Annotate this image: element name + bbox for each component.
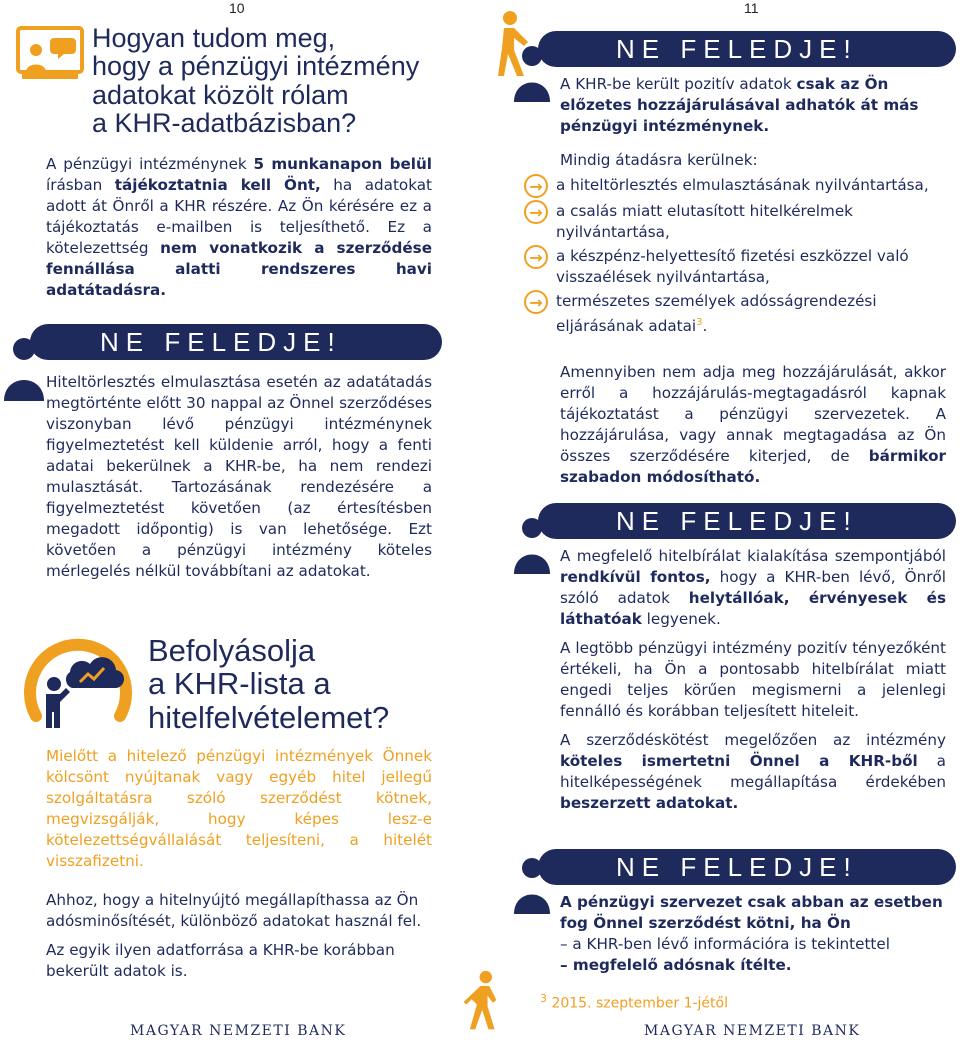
paragraph-text: A legtöbb pénzügyi intézmény pozitív tényezőként értékeli, ha Ön a pontosabb hitelbírálat miatt engedi teljes körűen megismerni a jelenlegi fennálló és korábban teljesített hiteleit. — [560, 639, 946, 720]
text: A KHR-be került pozitív adatok — [560, 75, 797, 93]
arrow-circle-icon: → — [524, 200, 548, 224]
arrow-circle-icon: → — [524, 245, 548, 269]
footnote — [540, 988, 940, 1015]
text: A megfelelő hitelbírálat kialakítása szempontjából — [560, 547, 946, 565]
reminder-banner: NE FELEDJE! — [538, 503, 956, 539]
list-item-text: a készpénz-helyettesítő fizetési eszközzel való visszaélések nyilvántartása, — [556, 247, 909, 286]
emphasis: helytállóak, érvényesek és láthatóak — [560, 589, 946, 628]
text: hogy a KHR-ben lévő, Önről szóló adatok — [560, 568, 947, 607]
reminder-note: Hiteltörlesztés elmulasztása esetén az adatátadás megtörténte előtt 30 nappal az Önnel szerződéses viszonyban lévő pénzügyi intézménynek figyelmeztetést kell küldenie arról, hogy a fenti adatai bekerülnek a KHR-be, ha nem rendezi mulasztását. Tartozásának rendezésére a figyelmeztetést követően (az értesítésben megadott időpontig) is van lehetősége. Ezt követően a pénzügyi intézmény köteles mérlegelés nélkül továbbítani az adatokat. — [46, 373, 432, 580]
transfer-list — [529, 150, 946, 340]
emphasis: nem vonatkozik a szerződése fennállása alatti rendszeres havi adatátadásra. — [46, 239, 433, 299]
reminder-banner: NE FELEDJE! — [30, 324, 442, 360]
list-item-text: természetes személyek adósságrendezési eljárásának adatai — [556, 292, 877, 336]
heading-line: Befolyásolja — [148, 633, 316, 668]
text: Amennyiben nem adja meg hozzájárulását, akkor erről a hozzájárulás-megtagadásról kapnak tájékoztatást a pénzügyi szervezetek. A hozzájárulása, vagy annak megtagadása az Ön összes szerződésére kiterjed, de — [560, 363, 946, 465]
emphasis: bármikor szabadon módosítható. — [560, 447, 946, 486]
list-item — [529, 175, 946, 198]
text: ha adatokat adott át Önről a KHR részére. Az Ön kérésére ez a tájékoztatás e-mailben is teljesíthető. Ez a kötelezettség — [46, 176, 432, 257]
emphasis: csak az Ön előzetes hozzájárulásával adhatók át más pénzügyi intézménynek. — [560, 75, 919, 135]
heading-line: hitelfelvételemet? — [148, 699, 390, 735]
emphasis: A pénzügyi szervezet csak abban az esetben fog Önnel szerződést kötni, ha Ön — [560, 893, 943, 932]
emphasis: 5 munkanapon belül — [253, 155, 432, 173]
arrow-circle-icon: → — [524, 174, 548, 198]
list-item: → természetes személyek adósságrendezési eljárásának adatai$^3$. — [560, 291, 946, 337]
emphasis: tájékoztatnia kell Önt, — [114, 176, 321, 194]
arrow-circle-icon: → — [524, 290, 548, 314]
list-item — [529, 201, 946, 243]
text: – a KHR-ben lévő információra is tekintettel — [560, 935, 890, 953]
emphasis: köteles ismertetni Önnel a KHR-ből — [560, 752, 918, 770]
emphasis: rendkívül fontos, — [560, 568, 711, 586]
consent-paragraph — [560, 362, 946, 488]
right-page — [478, 0, 960, 1045]
reminder-banner: NE FELEDJE! — [538, 849, 956, 885]
left-page — [0, 0, 478, 1045]
heading-line: hogy a pénzügyi intézmény — [92, 51, 420, 82]
paragraph — [46, 890, 432, 982]
list-item-text: a csalás miatt elutasított hitelkérelmek nyilvántartása, — [556, 202, 853, 241]
list-intro: Mindig átadásra kerülnek: — [560, 151, 758, 169]
emphasis: beszerzett adatokat. — [560, 794, 739, 812]
footer-brand: MAGYAR NEMZETI BANK — [130, 1023, 347, 1039]
text: legyenek. — [641, 610, 721, 628]
page-heading — [92, 24, 419, 137]
section-heading — [148, 634, 389, 734]
walking-person-icon — [462, 970, 506, 1032]
heading-line: a KHR-adatbázisban? — [92, 108, 357, 139]
page-number: 11 — [744, 0, 759, 16]
text: a hitelképességének megállapítása érdekében — [560, 752, 946, 791]
paragraph-text: Ahhoz, hogy a hitelnyújtó megállapíthassa az Ön adósminősítését, különböző adatokat használ fel. — [46, 891, 422, 930]
intro-paragraph — [46, 154, 432, 301]
heading-line: a KHR-lista a — [148, 666, 331, 702]
paragraph-text: Az egyik ilyen adatforrása a KHR-be korábban bekerült adatok is. — [46, 941, 395, 980]
list-item — [529, 246, 946, 288]
text: A szerződéskötést megelőzően az intézmény — [560, 731, 946, 749]
orange-paragraph: Mielőtt a hitelező pénzügyi intézmények Önnek kölcsönt nyújtanak vagy egyéb hitel jellegű szolgáltatásra szóló szerződést kötnek, megvizsgálják, hogy képes lesz-e kötelezettségvállalását teljesíteni, a hitelét visszafizetni. — [46, 747, 432, 870]
reminder-banner: NE FELEDJE! — [538, 31, 956, 67]
footer-brand: MAGYAR NEMZETI BANK — [644, 1023, 861, 1039]
heading-line: adatokat közölt rólam — [92, 79, 349, 110]
footnote-text: 2015. szeptember 1-jétől — [551, 995, 728, 1012]
reminder-note — [560, 74, 946, 137]
footnote-number: 3 — [540, 992, 547, 1005]
heading-line: Hogyan tudom meg, — [92, 23, 336, 53]
page-number: 10 — [229, 0, 245, 16]
emphasis: – megfelelő adósnak ítélte. — [560, 956, 792, 974]
footnote-marker: 3 — [696, 317, 703, 328]
presentation-speaker-icon — [14, 26, 86, 82]
text: írásban — [46, 176, 115, 194]
cloud-chart-person-icon — [18, 624, 136, 734]
text: A pénzügyi intézménynek — [46, 155, 254, 173]
list-item-text: a hiteltörlesztés elmulasztásának nyilvántartása, — [556, 176, 929, 194]
reminder-note — [560, 892, 946, 976]
reminder-note — [560, 546, 946, 814]
